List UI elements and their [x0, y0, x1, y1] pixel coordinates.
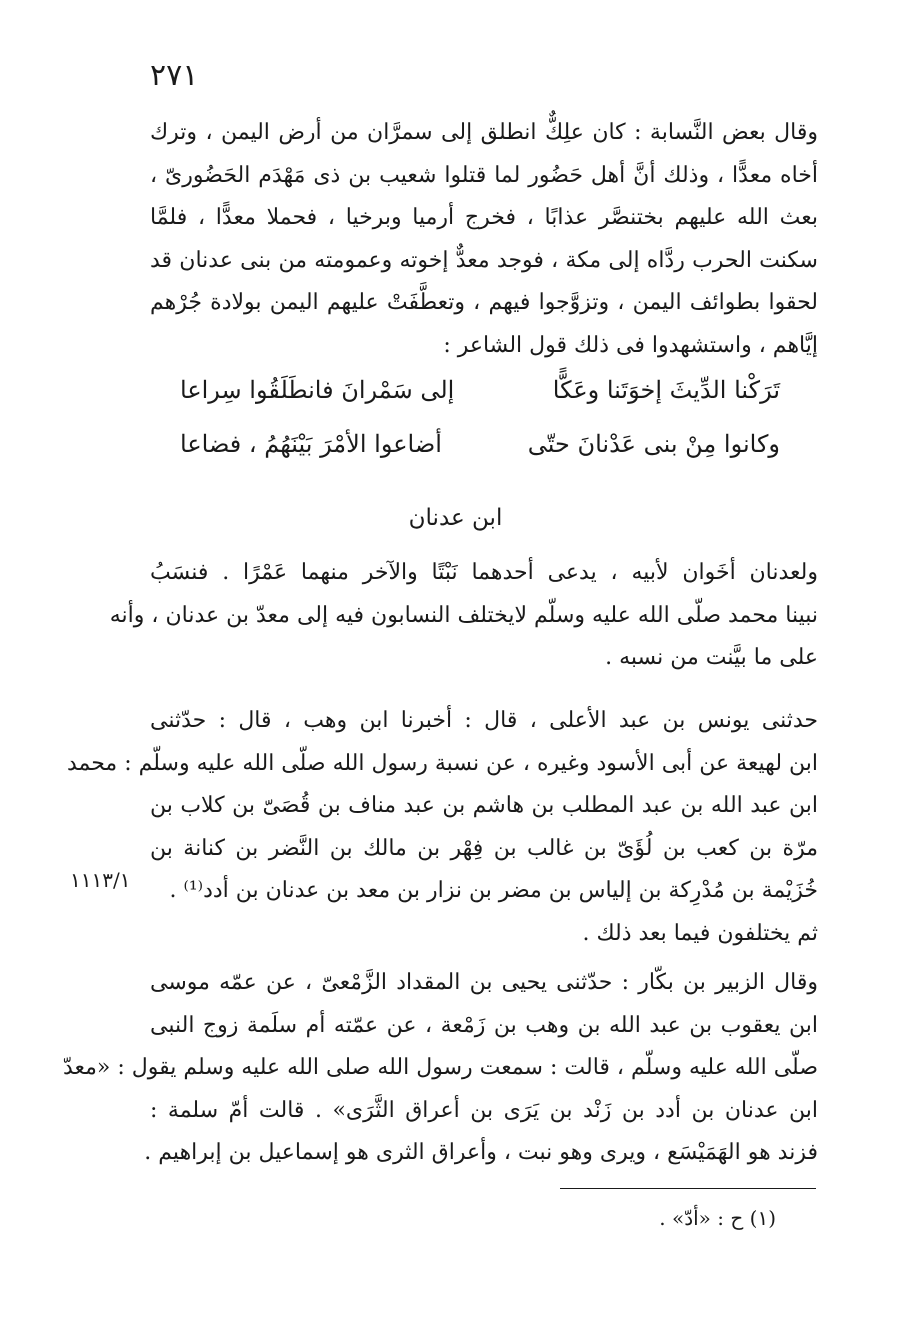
- paragraph-line: ابن يعقوب بن عبد الله بن وهب بن زَمْعة ، عن عمّته أم سلَمة زوج النبى: [150, 1012, 818, 1038]
- section-title: ابن عدنان: [408, 505, 503, 531]
- paragraph-1: [150, 112, 818, 367]
- paragraph-line: فزند هو الهَمَيْسَع ، ويرى وهو نبت ، وأعراق الثرى هو إسماعيل بن إبراهيم .: [144, 1140, 818, 1165]
- footnote-divider: [560, 1188, 816, 1189]
- paragraph-line: ولعدنان أخَوان لأبيه ، يدعى أحدهما نَبْتًا والآخر منهما عَمْرًا . فنسَبُ: [150, 560, 818, 585]
- paragraph-4: [62, 962, 818, 1175]
- page-number: ٢٧١: [150, 58, 199, 93]
- poem-verse: [180, 376, 780, 420]
- poem-hemistich: وكانوا مِنْ بنى عَدْنانَ حتّى: [527, 430, 780, 458]
- paragraph-line: سكنت الحرب ردَّاه إلى مكة ، فوجد معدٌّ إخوته وعمومته من بنى عدنان قد: [150, 247, 818, 273]
- paragraph-line: ابن لهيعة عن أبى الأسود وغيره ، عن نسبة رسول الله صلّى الله عليه وسلّم : محمد: [66, 750, 818, 776]
- poem-hemistich: أضاعوا الأمْرَ بَيْنَهُمُ ، فضاعا: [180, 430, 442, 458]
- paragraph-2: [109, 552, 818, 680]
- paragraph-line: وقال بعض النَّسابة : كان علِكٌّ انطلق إلى سمرَّان من أرض اليمن ، وترك: [150, 120, 818, 145]
- paragraph-line: نبينا محمد صلّى الله عليه وسلّم لايختلف النسابون فيه إلى معدّ بن عدنان ، وأنه: [109, 602, 818, 628]
- margin-reference: ١١١٣/١: [70, 868, 131, 892]
- paragraph-line: ابن عبد الله بن عبد المطلب بن هاشم بن عبد مناف بن قُصَىّ بن كلاب بن: [150, 793, 818, 818]
- paragraph-line: بعث الله عليهم بختنصَّر عذابًا ، فخرج أرميا وبرخيا ، فحملا معدًّا ، فلمَّا: [150, 205, 818, 230]
- poem-hemistich: إلى سَمْرانَ فانطَلَقُوا سِراعا: [180, 376, 455, 404]
- paragraph-line: إيَّاهم ، واستشهدوا فى ذلك قول الشاعر :: [443, 332, 818, 358]
- paragraph-line: حدثنى يونس بن عبد الأعلى ، قال : أخبرنا ابن وهب ، قال : حدّثنى: [150, 708, 818, 733]
- footnote: (١) ح : «أدّ» .: [659, 1206, 776, 1230]
- paragraph-line: ابن عدنان بن أدد بن زَنْد بن يَرَى بن أعراق الثَّرَى» . قالت أمّ سلمة :: [150, 1097, 818, 1123]
- paragraph-line: على ما بيَّنت من نسبه .: [605, 645, 818, 670]
- paragraph-line: صلّى الله عليه وسلّم ، قالت : سمعت رسول الله صلى الله عليه وسلم يقول : «معدّ: [62, 1055, 818, 1080]
- paragraph-line: أخاه معدًّا ، وذلك أنَّ أهل حَضُور لما قتلوا شعيب بن ذى مَهْدَم الحَضُورىّ ،: [150, 162, 818, 188]
- paragraph-line: وقال الزبير بن بكّار : حدّثنى يحيى بن المقداد الزَّمْعىّ ، عن عمّه موسى: [150, 970, 818, 995]
- paragraph-line: لحقوا بطوائف اليمن ، وتزوَّجوا فيهم ، وتعطَّفَتْ عليهم اليمن بولادة جُرْهم: [150, 290, 818, 315]
- poem-verse: [180, 430, 780, 474]
- paragraph-line: ثم يختلفون فيما بعد ذلك .: [582, 920, 818, 946]
- paragraph-line: خُزَيْمة بن مُدْرِكة بن إلياس بن مضر بن نزار بن معد بن عدنان بن أدد⁽¹⁾ .: [169, 878, 818, 903]
- paragraph-line: مرّة بن كعب بن لُؤَىّ بن غالب بن فِهْر بن مالك بن النَّضر بن كنانة بن: [150, 835, 818, 861]
- poem-hemistich: تَرَكْنا الدِّيثَ إخوَتَنا وعَكًّا: [552, 376, 780, 404]
